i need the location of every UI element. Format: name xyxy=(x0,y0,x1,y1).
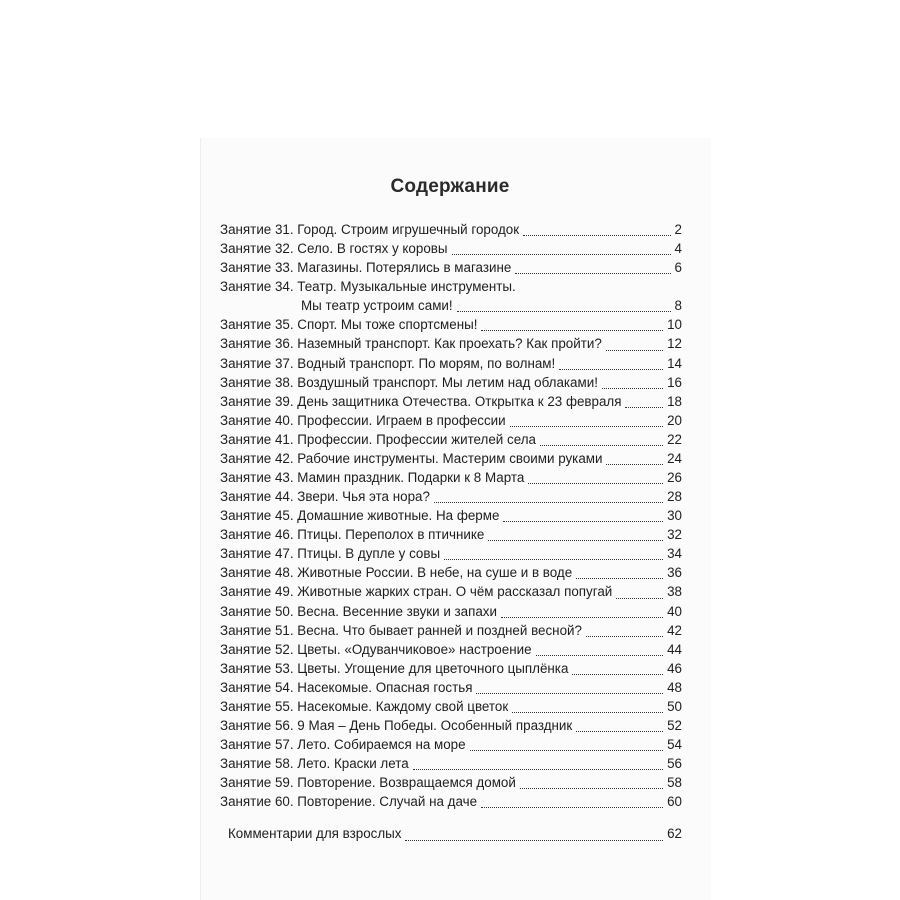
toc-row xyxy=(220,354,682,373)
toc-entry-label xyxy=(220,354,555,373)
dot-leader xyxy=(444,559,663,560)
toc-row xyxy=(220,487,682,506)
toc-entry-title: Занятие 45. Домашние животные. На ферме xyxy=(220,508,500,524)
dot-leader xyxy=(457,311,671,312)
toc-entry-label xyxy=(220,220,519,239)
toc-page-number: 10 xyxy=(667,317,682,333)
toc-entry-label xyxy=(220,544,440,563)
dot-leader xyxy=(520,788,663,789)
toc-entry-title: Занятие 52. Цветы. «Одуванчиковое» настроение xyxy=(220,641,532,657)
toc-row xyxy=(220,468,682,487)
toc-entry-label xyxy=(220,582,612,601)
dot-leader xyxy=(503,521,663,522)
toc-row xyxy=(220,315,682,334)
toc-entry-title: Занятие 43. Мамин праздник. Подарки к 8 Марта xyxy=(220,470,525,486)
toc-entry-label xyxy=(220,239,448,258)
toc-row xyxy=(220,602,682,621)
toc-row xyxy=(220,334,682,353)
toc-entry-title: Занятие 39. День защитника Отечества. Открытка к 23 февраля xyxy=(220,393,622,409)
toc-row xyxy=(220,582,682,601)
toc-entry-label xyxy=(220,315,477,334)
toc-row xyxy=(220,430,682,449)
toc-entry-title: Комментарии для взрослых xyxy=(228,826,402,842)
toc-entry-title: Занятие 50. Весна. Весенние звуки и запахи xyxy=(220,603,497,619)
page-title: Содержание xyxy=(390,176,510,197)
toc-page-number: 60 xyxy=(667,794,682,810)
dot-leader xyxy=(501,617,663,618)
dot-leader xyxy=(476,693,663,694)
toc-row xyxy=(220,621,682,640)
toc-page-number: 38 xyxy=(667,584,682,600)
toc-row xyxy=(220,239,682,258)
toc-entry-title: Занятие 53. Цветы. Угощение для цветочного цыплёнка xyxy=(220,660,569,676)
toc-page-number: 62 xyxy=(667,826,682,842)
toc-entry-title: Занятие 41. Профессии. Профессии жителей села xyxy=(220,431,536,447)
toc-row xyxy=(220,392,682,411)
toc-page-number: 26 xyxy=(667,470,682,486)
dot-leader xyxy=(528,483,663,484)
dot-leader xyxy=(481,807,663,808)
toc-page-number: 50 xyxy=(667,698,682,714)
dot-leader xyxy=(602,388,663,389)
toc-page-number: 34 xyxy=(667,546,682,562)
toc-entry-title: Занятие 49. Животные жарких стран. О чём рассказал попугай xyxy=(220,584,613,600)
toc-page-number: 52 xyxy=(667,718,682,734)
dot-leader xyxy=(470,750,664,751)
toc-entry-title: Занятие 54. Насекомые. Опасная гостья xyxy=(220,679,473,695)
toc-entry-title: Занятие 31. Город. Строим игрушечный городок xyxy=(220,222,520,237)
toc-entry-title: Занятие 40. Профессии. Играем в профессии xyxy=(220,412,506,428)
dot-leader xyxy=(576,578,663,579)
dot-leader xyxy=(625,407,663,408)
toc-entry-title: Занятие 56. 9 Мая – День Победы. Особенный праздник xyxy=(220,718,573,734)
toc-entry-label xyxy=(220,640,532,659)
toc-entry-title: Занятие 33. Магазины. Потерялись в магазине xyxy=(220,260,512,276)
toc-entry-title: Занятие 46. Птицы. Переполох в птичнике xyxy=(220,527,485,543)
dot-leader xyxy=(481,330,663,331)
toc-row xyxy=(220,678,682,697)
toc-entry-title: Занятие 44. Звери. Чья эта нора? xyxy=(220,489,430,505)
toc-row xyxy=(220,792,682,811)
dot-leader xyxy=(536,655,664,656)
toc-page-number: 36 xyxy=(667,565,682,581)
toc-entry-label xyxy=(220,525,484,544)
toc-entry-label xyxy=(220,563,572,582)
toc-page-number: 8 xyxy=(674,298,682,314)
toc-entry-title-continued: Мы театр устроим сами! xyxy=(301,298,453,314)
toc-entry-title: Занятие 55. Насекомые. Каждому свой цветок xyxy=(220,698,509,714)
toc-row xyxy=(220,640,682,659)
toc-entry-label xyxy=(220,697,508,716)
toc-entry-label xyxy=(220,602,497,621)
dot-leader xyxy=(515,273,670,274)
toc-page-number: 44 xyxy=(667,641,682,657)
toc-page-number: 56 xyxy=(667,756,682,772)
toc-page-number: 16 xyxy=(667,374,682,390)
toc-page-number: 6 xyxy=(674,260,682,276)
toc-row xyxy=(220,506,682,525)
dot-leader xyxy=(510,426,663,427)
dot-leader xyxy=(586,636,663,637)
toc-row xyxy=(220,659,682,678)
toc-row xyxy=(220,773,682,792)
toc-row xyxy=(220,544,682,563)
toc-row xyxy=(220,754,682,773)
dot-leader xyxy=(523,235,670,236)
toc-entry-title: Занятие 38. Воздушный транспорт. Мы летим над облаками! xyxy=(220,374,598,390)
toc-entry-label xyxy=(220,621,582,640)
toc-entry-label xyxy=(220,430,536,449)
toc-row xyxy=(220,411,682,430)
toc-entry-title: Занятие 51. Весна. Что бывает ранней и поздней весной? xyxy=(220,622,582,638)
toc-row xyxy=(220,449,682,468)
toc-page-number: 28 xyxy=(667,489,682,505)
dot-leader xyxy=(606,464,663,465)
toc-page-number: 22 xyxy=(667,431,682,447)
toc-page-number: 54 xyxy=(667,737,682,753)
toc-page-number: 48 xyxy=(667,679,682,695)
toc-entry-label xyxy=(220,411,506,430)
toc-entry-title: Занятие 34. Театр. Музыкальные инструменты. xyxy=(220,279,516,295)
dot-leader xyxy=(606,350,663,351)
toc-comment-row xyxy=(220,824,682,843)
toc-page-number: 40 xyxy=(667,603,682,619)
dot-leader xyxy=(559,369,663,370)
dot-leader xyxy=(488,540,663,541)
toc-row xyxy=(220,563,682,582)
toc-entry-title: Занятие 37. Водный транспорт. По морям, по волнам! xyxy=(220,355,556,371)
toc-page-number: 20 xyxy=(667,412,682,428)
dot-leader xyxy=(512,712,663,713)
toc-entry-label xyxy=(220,716,572,735)
toc-page-number: 46 xyxy=(667,660,682,676)
toc-entry-label xyxy=(220,659,568,678)
toc-entry-label xyxy=(220,392,621,411)
toc-page-number: 24 xyxy=(667,450,682,466)
toc-page-number: 32 xyxy=(667,527,682,543)
toc-entry-label xyxy=(220,449,602,468)
dot-leader xyxy=(572,674,663,675)
toc-page-number: 18 xyxy=(667,393,682,409)
toc-entry-label xyxy=(220,468,524,487)
dot-leader xyxy=(576,731,663,732)
toc-entry-title: Занятие 59. Повторение. Возвращаемся домой xyxy=(220,775,516,791)
toc-page-number: 2 xyxy=(674,222,682,237)
toc-entry-title: Занятие 32. Село. В гостях у коровы xyxy=(220,241,448,257)
toc-entry-label xyxy=(220,678,472,697)
toc-entry-label xyxy=(220,754,409,773)
dot-leader xyxy=(413,769,663,770)
toc-entry-title: Занятие 42. Рабочие инструменты. Мастерим своими руками xyxy=(220,450,603,466)
toc-entry-label xyxy=(220,277,516,315)
toc-row xyxy=(220,373,682,392)
toc-entry-title: Занятие 58. Лето. Краски лета xyxy=(220,756,409,772)
toc-entry-label xyxy=(220,773,516,792)
toc-entry-title: Занятие 48. Животные России. В небе, на суше и в воде xyxy=(220,565,573,581)
dot-leader xyxy=(616,598,663,599)
toc-row xyxy=(220,735,682,754)
toc-entry-label xyxy=(220,735,466,754)
dot-leader xyxy=(434,502,663,503)
toc-page-number: 42 xyxy=(667,622,682,638)
table-of-contents xyxy=(220,220,682,844)
toc-entry-title: Занятие 47. Птицы. В дупле у совы xyxy=(220,546,441,562)
dot-leader xyxy=(540,445,663,446)
toc-row xyxy=(220,525,682,544)
toc-entry-label xyxy=(220,506,499,525)
toc-entry-label xyxy=(220,334,602,353)
toc-row xyxy=(220,220,682,239)
toc-page-number: 30 xyxy=(667,508,682,524)
toc-entry-label xyxy=(220,487,430,506)
toc-page-number: 58 xyxy=(667,775,682,791)
toc-entry-label xyxy=(220,373,598,392)
toc-row xyxy=(220,258,682,277)
toc-page-number: 4 xyxy=(674,241,682,257)
toc-entry-title: Занятие 60. Повторение. Случай на даче xyxy=(220,794,478,810)
toc-entry-label xyxy=(220,258,511,277)
toc-entry-label xyxy=(220,792,477,811)
toc-page-number: 12 xyxy=(667,336,682,352)
toc-row xyxy=(220,716,682,735)
dot-leader xyxy=(452,254,671,255)
toc-entry-title: Занятие 35. Спорт. Мы тоже спортсмены! xyxy=(220,317,478,333)
toc-row xyxy=(220,277,682,315)
dot-leader xyxy=(405,840,663,841)
toc-entry-label xyxy=(228,824,401,843)
toc-page-number: 14 xyxy=(667,355,682,371)
toc-entry-title: Занятие 57. Лето. Собираемся на море xyxy=(220,737,466,753)
toc-row xyxy=(220,697,682,716)
toc-entry-title: Занятие 36. Наземный транспорт. Как проехать? Как пройти? xyxy=(220,336,602,352)
